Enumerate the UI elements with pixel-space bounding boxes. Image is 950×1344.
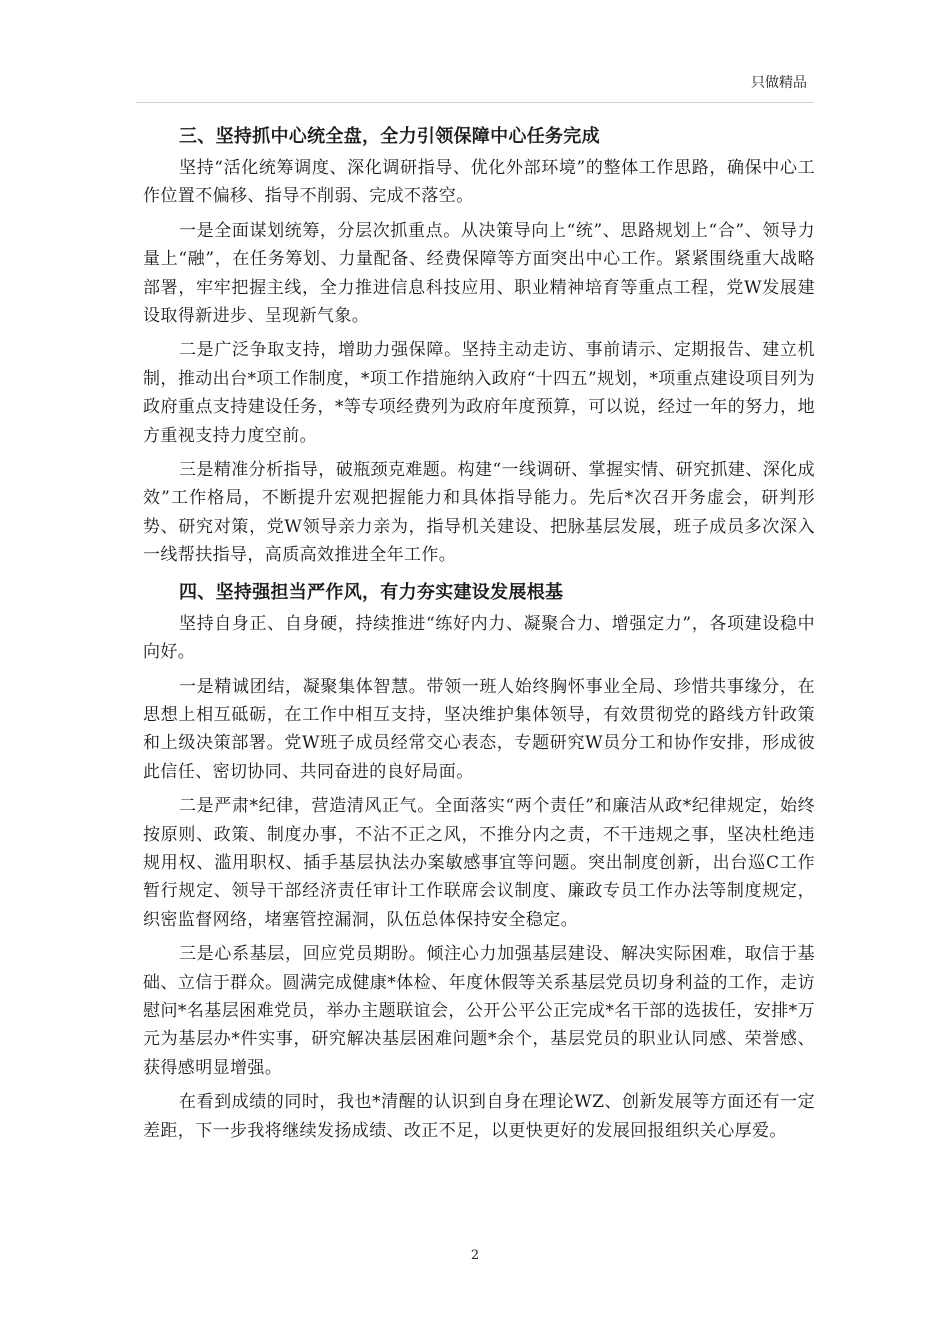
header-divider bbox=[136, 102, 814, 103]
paragraph: 三是精准分析指导，破瓶颈克难题。构建“一线调研、掌握实情、研究抓建、深化成效”工作格局，不断提升宏观把握能力和具体指导能力。先后*次召开务虚会，研判形势、研究对策，党W领导亲力亲为，指导机关建设、把脉基层发展，班子成员多次深入一线帮扶指导，高质高效推进全年工作。 bbox=[143, 460, 815, 566]
section-four bbox=[143, 576, 815, 1145]
header-note: 只做精品 bbox=[751, 75, 807, 91]
paragraph: 坚持自身正、自身硬，持续推进“练好内力、凝聚合力、增强定力”，各项建设稳中向好。 bbox=[143, 613, 815, 663]
paragraph: 在看到成绩的同时，我也*清醒的认识到自身在理论WZ、创新发展等方面还有一定差距，下一步我将继续发扬成绩、改正不足，以更快更好的发展回报组织关心厚爱。 bbox=[143, 1092, 815, 1141]
section-heading: 四、坚持强担当严作风，有力夯实建设发展根基 bbox=[179, 581, 564, 603]
page-number: 2 bbox=[470, 1248, 480, 1263]
paragraph: 坚持“活化统筹调度、深化调研指导、优化外部环境”的整体工作思路，确保中心工作位置不偏移、指导不削弱、完成不落空。 bbox=[143, 158, 815, 207]
section-three bbox=[143, 120, 815, 570]
section-heading: 三、坚持抓中心统全盘，全力引领保障中心任务完成 bbox=[179, 126, 600, 147]
paragraph: 二是严肃*纪律，营造清风正气。全面落实“两个责任”和廉洁从政*纪律规定，始终按原则、政策、制度办事，不沾不正之风，不推分内之责，不干违规之事，坚决杜绝违规用权、滥用职权、插手基层执法办案敏感事宜等问题。突出制度创新，出台巡C工作暂行规定、领导干部经济责任审计工作联席会议制度、廉政专员工作办法等制度规定，织密监督网络，堵塞管控漏洞，队伍总体保持安全稳定。 bbox=[143, 796, 815, 930]
document-body bbox=[143, 120, 815, 1151]
paragraph: 一是全面谋划统筹，分层次抓重点。从决策导向上“统”、思路规划上“合”、领导力量上“融”，在任务筹划、力量配备、经费保障等方面突出中心工作。紧紧围绕重大战略部署，牢牢把握主线，全力推进信息科技应用、职业精神培育等重点工程，党W发展建设取得新进步、呈现新气象。 bbox=[143, 220, 815, 327]
paragraph: 一是精诚团结，凝聚集体智慧。带领一班人始终胸怀事业全局、珍惜共事缘分，在思想上相互砥砺，在工作中相互支持，坚决维护集体领导，有效贯彻党的路线方针政策和上级决策部署。党W班子成员经常交心表态，专题研究W员分工和协作安排，形成彼此信任、密切协同、共同奋进的良好局面。 bbox=[143, 676, 815, 782]
paragraph: 三是心系基层，回应党员期盼。倾注心力加强基层建设、解决实际困难，取信于基础、立信于群众。圆满完成健康*体检、年度休假等关系基层党员切身利益的工作，走访慰问*名基层困难党员，举办主题联谊会，公开公平公正完成*名干部的选拔任，安排*万元为基层办*件实事，研究解决基层困难问题*余个，基层党员的职业认同感、荣誉感、获得感明显增强。 bbox=[143, 944, 815, 1078]
paragraph: 二是广泛争取支持，增助力强保障。坚持主动走访、事前请示、定期报告、建立机制，推动出台*项工作制度，*项工作措施纳入政府“十四五”规划，*项重点建设项目列为政府重点支持建设任务，*等专项经费列为政府年度预算，可以说，经过一年的努力，地方重视支持力度空前。 bbox=[143, 340, 815, 446]
